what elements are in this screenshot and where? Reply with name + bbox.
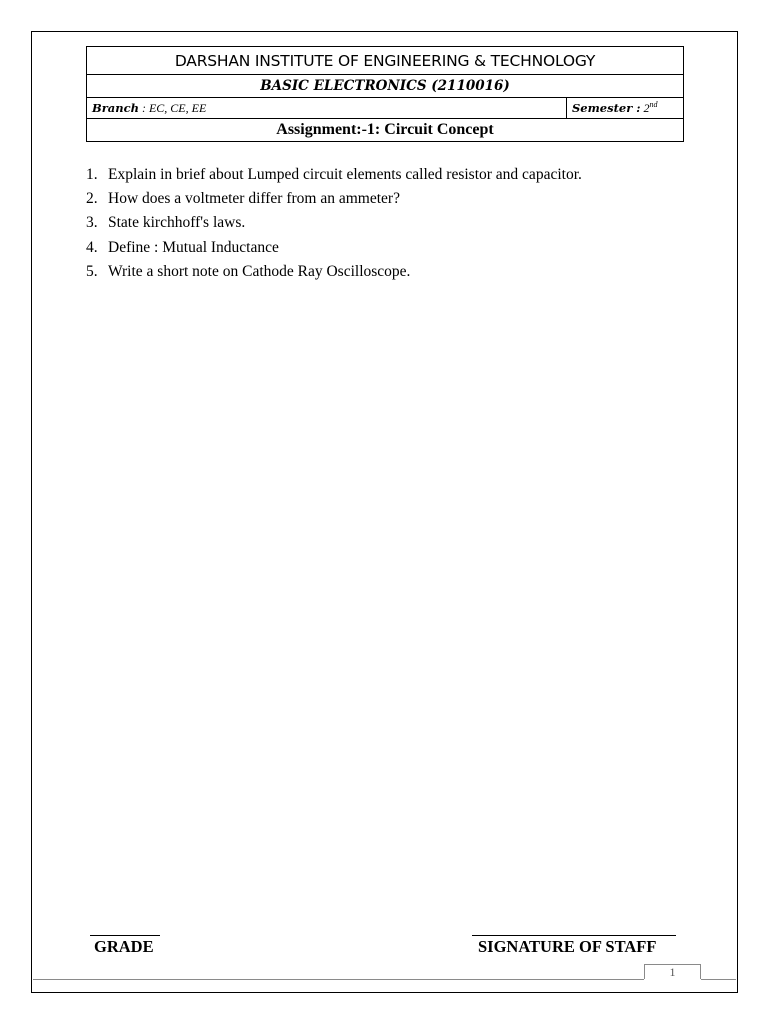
question-list — [86, 163, 582, 284]
grade-signature-line — [90, 935, 160, 936]
question-number: 4. — [86, 238, 98, 256]
grade-label: GRADE — [94, 937, 154, 956]
question-number: 5. — [86, 262, 98, 280]
question-text: Define : Mutual Inductance — [108, 238, 279, 256]
page-number: 1 — [644, 964, 701, 979]
list-item — [86, 260, 582, 284]
branch-cell — [87, 98, 567, 119]
question-text: How does a voltmeter differ from an ammeter? — [108, 190, 400, 208]
footer-rule — [701, 979, 736, 980]
semester-label: Semester : — [572, 101, 641, 115]
staff-signature-line — [472, 935, 676, 936]
semester-value: 2 — [643, 101, 650, 115]
header-table — [86, 46, 684, 142]
semester-cell — [567, 98, 684, 119]
question-number: 1. — [86, 166, 98, 183]
assignment-title: Assignment:-1: Circuit Concept — [87, 119, 684, 142]
question-number: 3. — [86, 214, 98, 232]
branch-label: Branch — [92, 100, 139, 115]
list-item — [86, 163, 582, 187]
footer-rule — [33, 979, 644, 980]
question-text: Explain in brief about Lumped circuit elements called resistor and capacitor. — [108, 166, 582, 183]
subject-title: BASIC ELECTRONICS (2110016) — [87, 75, 684, 98]
list-item — [86, 187, 582, 211]
signature-label: SIGNATURE OF STAFF — [478, 937, 657, 956]
question-number: 2. — [86, 190, 98, 208]
branch-value: : EC, CE, EE — [141, 100, 207, 115]
semester-suffix: nd — [649, 100, 658, 109]
question-text: State kirchhoff's laws. — [108, 214, 246, 232]
question-text: Write a short note on Cathode Ray Oscilloscope. — [108, 262, 411, 280]
list-item — [86, 211, 582, 235]
list-item — [86, 236, 582, 260]
institute-name: DARSHAN INSTITUTE OF ENGINEERING & TECHNOLOGY — [87, 47, 684, 75]
